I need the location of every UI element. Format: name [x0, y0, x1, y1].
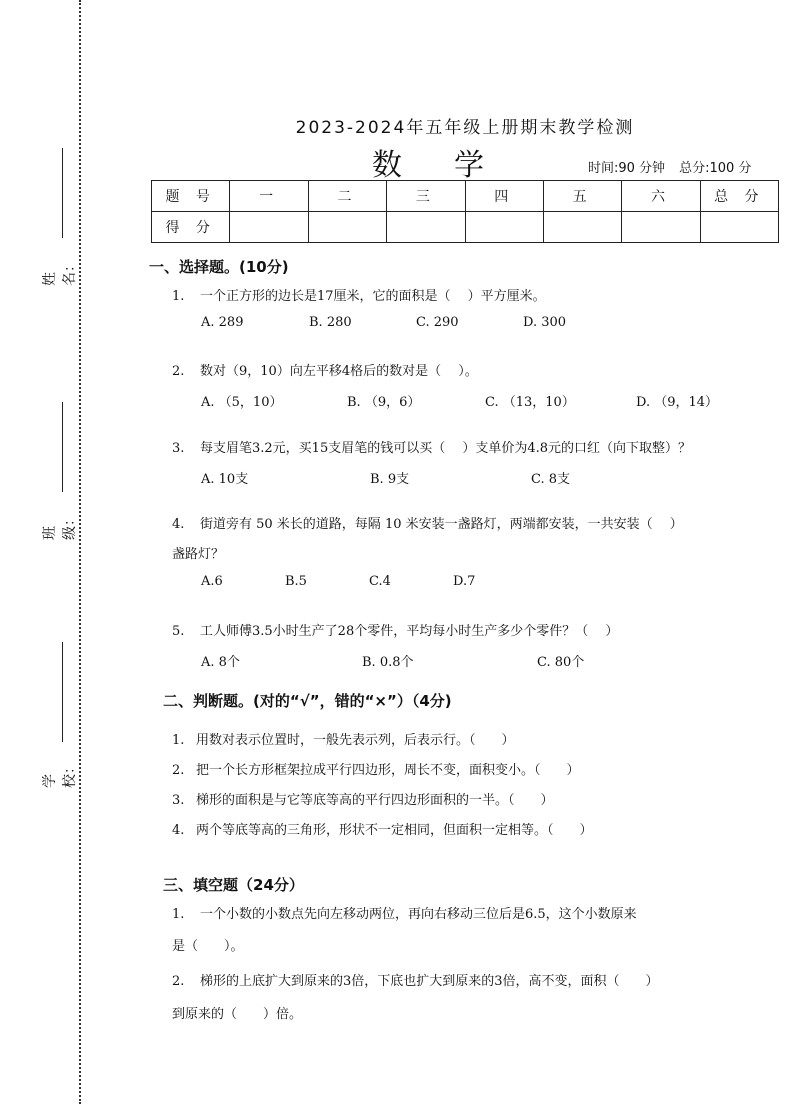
score-table-score-row: [152, 212, 779, 243]
section2-title: 二、判断题。(对的“√”，错的“×”）（4分): [163, 692, 452, 710]
question: 1. 一个小数的小数点先向左移动两位，再向右移动三位后是6.5，这个小数原来: [172, 907, 637, 922]
score-cell: [465, 212, 543, 243]
school-label: 学校：: [42, 760, 78, 788]
score-cell: [622, 212, 700, 243]
option: A. 289: [201, 315, 244, 330]
class-label: 班级：: [42, 512, 78, 540]
name-label: 姓名：: [42, 258, 78, 286]
question: 4. 两个等底等高的三角形，形状不一定相同，但面积一定相等。（ ）: [172, 823, 593, 838]
question-continuation: 到原来的（ ）倍。: [172, 1007, 303, 1022]
section1-title: 一、选择题。(10分): [149, 258, 289, 276]
column-6: 六: [622, 181, 700, 212]
question-continuation: 盏路灯？: [172, 547, 225, 562]
question: 2. 数对（9，10）向左平移4格后的数对是（ ）。: [172, 364, 478, 379]
question: 3. 每支眉笔3.2元，买15支眉笔的钱可以买（ ）支单价为4.8元的口红（向下取整）？: [172, 441, 692, 456]
question: 2. 梯形的上底扩大到原来的3倍，下底也扩大到原来的3倍，高不变，面积（ ）: [172, 974, 659, 989]
score-cell: [700, 212, 778, 243]
column-2: 二: [308, 181, 386, 212]
column-3: 三: [387, 181, 465, 212]
option: D.7: [453, 574, 476, 589]
question-continuation: 是（ ）。: [172, 939, 244, 954]
option: B. （9，6）: [347, 395, 421, 410]
question: 1. 用数对表示位置时，一般先表示列，后表示行。（ ）: [172, 733, 515, 748]
name-blank-line: [62, 148, 63, 238]
school-blank-line: [62, 642, 63, 742]
exam-title: 2023-2024年五年级上册期末教学检测: [295, 118, 635, 138]
question: 1. 一个正方形的边长是17厘米，它的面积是（ ）平方厘米。: [172, 289, 546, 304]
score-cell: [543, 212, 621, 243]
question: 2. 把一个长方形框架拉成平行四边形，周长不变，面积变小。（ ）: [172, 763, 580, 778]
option: C. 80个: [537, 655, 585, 670]
option: C.4: [369, 574, 391, 589]
option: C. （13，10）: [485, 395, 575, 410]
option: D. 300: [523, 315, 567, 330]
score-table: [151, 180, 779, 243]
subject-title: 数学: [372, 148, 536, 183]
option: C. 8支: [531, 472, 571, 487]
column-5: 五: [543, 181, 621, 212]
question: 4. 街道旁有 50 米长的道路，每隔 10 米安装一盏路灯，两端都安装，一共安装（ ）: [172, 517, 683, 532]
option: B.5: [285, 574, 307, 589]
option: B. 9支: [370, 472, 410, 487]
option: B. 280: [309, 315, 352, 330]
time-limit: 时间:90 分钟: [588, 161, 666, 176]
option: A. 10支: [201, 472, 249, 487]
score-cell: [387, 212, 465, 243]
class-blank-line: [62, 402, 63, 492]
column-1: 一: [230, 181, 308, 212]
option: A.6: [201, 574, 223, 589]
option: C. 290: [416, 315, 459, 330]
score-cell: [308, 212, 386, 243]
column-4: 四: [465, 181, 543, 212]
binding-dotted-line: [79, 0, 81, 1104]
option: A. （5，10）: [201, 395, 283, 410]
time-info: [588, 157, 765, 176]
option: D. （9，14）: [636, 395, 719, 410]
column-total: 总 分: [700, 181, 778, 212]
section3-title: 三、填空题（24分）: [163, 876, 304, 894]
score-cell: [230, 212, 308, 243]
row-label-score: 得 分: [152, 212, 230, 243]
option: B. 0.8个: [362, 655, 414, 670]
score-table-header-row: [152, 181, 779, 212]
question: 5. 工人师傅3.5小时生产了28个零件，平均每小时生产多少个零件？（ ）: [172, 624, 619, 639]
row-label-question-number: 题 号: [152, 181, 230, 212]
option: A. 8个: [201, 655, 240, 670]
total-score: 总分:100 分: [679, 161, 752, 176]
question: 3. 梯形的面积是与它等底等高的平行四边形面积的一半。（ ）: [172, 793, 554, 808]
